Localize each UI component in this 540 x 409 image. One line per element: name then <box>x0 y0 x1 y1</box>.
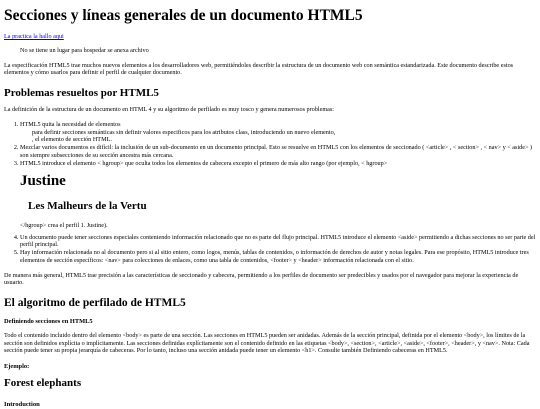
hgroup-example <box>20 173 536 229</box>
list-item: 5. Hay información relacionada no al documento pero si al sitio entero, como logos, menús, tablas de contenidos, o información de derechos de autor y notas legales. Para ese propósito, HTML5 introduce tres elementos de sección específicos: <nav> para colecciones de enlaces, como una tabla de contenidos, <footer> y <header> información relacionada con el sitio. <box>20 249 536 265</box>
malheurs-subheading: Les Malheurs de la Vertu <box>28 199 147 212</box>
problems-list-top <box>4 121 536 168</box>
list-item-line: HTML5 quita la necesidad de elementos <box>20 120 121 128</box>
section-heading-algorithm: El algoritmo de perfilado de HTML5 <box>4 297 186 310</box>
list-item: 4. Un documento puede tener secciones especiales conteniendo información relacionado que no es parte del flujo principal. HTML5 introduce el elemento <aside> permitiendo a dichas secciones no ser parte del perfil principal. <box>20 234 536 250</box>
practice-link[interactable]: La practica la hallo aqui <box>4 33 64 41</box>
list-item <box>20 121 536 144</box>
list-item: 2. Mezclar varios documentos es difícil: la inclusión de un sub-documento en un documento principal. Esto se resuelve en HTML5 con los elementos de seccionado ( <article> , < section> , < nav> y < aside> ) son siempre subsecciones de su sección ancestra más cercana. <box>20 144 536 160</box>
list-item: 3. HTML5 introduce el elemento < hgroup> que oculta todos los elementos de cabecera excepto el primero de más alto rango (por ejemplo, < hgroup> <box>20 160 536 168</box>
justine-heading: Justine <box>20 173 66 190</box>
hgroup-note: </hgroup> crea el perfil 1. Justine). <box>20 221 108 229</box>
problems-lead: La definición de la estructura de un documento en HTML 4 y su algoritmo de perfilado es muy tosco y genera numerosos problemas: <box>4 106 335 114</box>
intro-paragraph: La especificación HTML5 trae muchos nuevos elementos a los desarrolladores web, permitiéndoles describir la estructura de un documento web con semántica estandarizada. Este documento describe estos elementos y cómo usarlos para definir el perfil de cualquier documento. <box>4 61 514 77</box>
problems-list-bottom <box>4 234 536 265</box>
introduction-heading: Introduction <box>4 400 40 408</box>
subheading-defining-sections: Definiendo secciones en HTML5 <box>4 317 93 325</box>
hosting-note: No se tiene un lugar para hospedar se anexa archivo <box>20 46 149 54</box>
list-item-line: , el elemento de sección HTML. <box>32 136 112 144</box>
page-title: Secciones y líneas generales de un documento HTML5 <box>4 7 363 24</box>
forest-elephants-heading: Forest elephants <box>4 377 82 390</box>
summary-paragraph: De manera más general, HTML5 trae precisión a las características de seccionado y cabecera, permitiendo a los perfiles de documento ser predecibles y usados por el navegador para mejorar la experiencia de usuario. <box>4 271 519 287</box>
section-heading-problems: Problemas resueltos por HTML5 <box>4 87 159 100</box>
example-label: Ejemplo: <box>4 363 30 371</box>
algorithm-paragraph: Todo el contenido incluido dentro del elemento <body> es parte de una sección. Las secciones en HTML5 pueden ser anidadas. Además de la sección principal, definida por el elemento <body>, los límites de la sección son definidos explícita o implícitamente. Las secciones definidas explícitamente son el contenido definido en las etiquetas <body>, <section>, <article>, <aside>, <footer>, <header>, y <nav>. Nota: Cada sección puede tener su propia jerarquía de cabeceras. Por lo tanto, incluso una sección anidada puede tener un elemento <h1>. Consulte también Definiendo cabeceras en HTML5. <box>4 331 530 355</box>
list-item-line: para definir secciones semánticas sin definir valores especificos para los atributos class, introduciendo un nuevo elemento, <box>32 128 336 136</box>
